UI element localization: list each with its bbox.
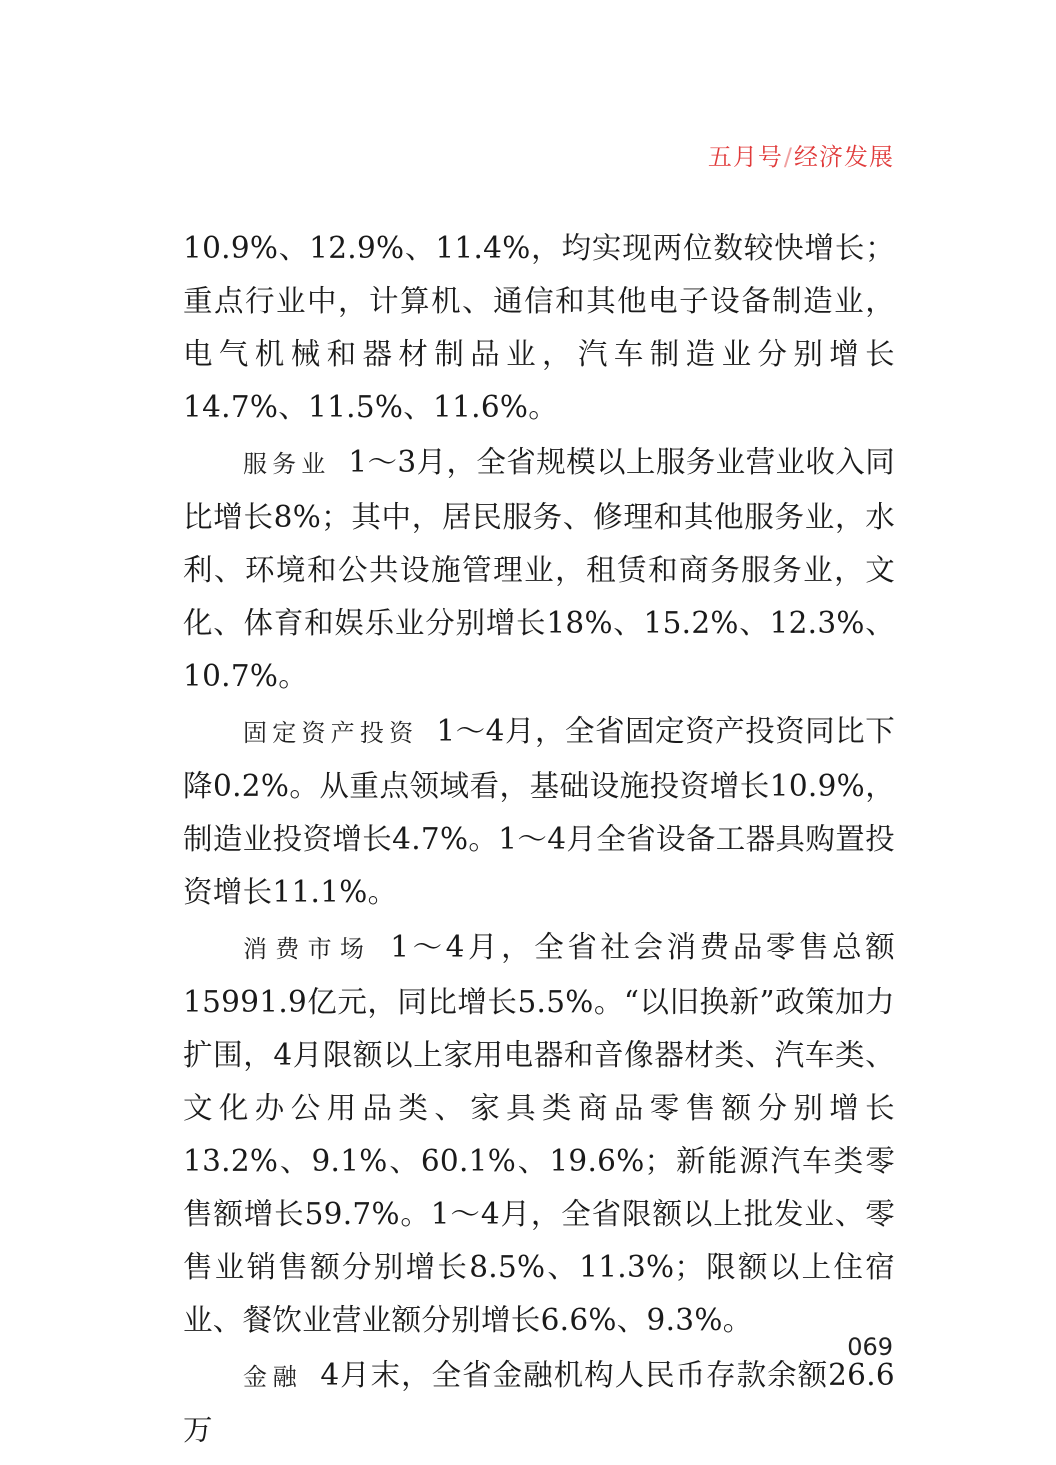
- page-number: 069: [847, 1333, 893, 1361]
- paragraph-text: 1～4月，全省固定资产投资同比下降0.2%。从重点领域看，基础设施投资增长10.9%，制造业投资增长4.7%。1～4月全省设备工器具购置投资增长11.1%。: [183, 714, 896, 909]
- section-label: 经济发展: [794, 143, 894, 171]
- paragraph-text: 1～3月，全省规模以上服务业营业收入同比增长8%；其中，居民服务、修理和其他服务业，水利、环境和公共设施管理业，租赁和商务服务业，文化、体育和娱乐业分别增长18%、15.2%、12.3%、10.7%。: [183, 445, 895, 693]
- paragraph-services: [183, 436, 895, 703]
- paragraph-text: 10.9%、12.9%、11.4%，均实现两位数较快增长；重点行业中，计算机、通信和其他电子设备制造业，电气机械和器材制品业，汽车制造业分别增长14.7%、11.5%、11.6%。: [183, 231, 895, 424]
- paragraph-fixed-asset-investment: [183, 705, 895, 919]
- running-header: [708, 137, 894, 172]
- paragraph-lead: 消费市场: [243, 935, 373, 963]
- paragraph-consumer-market: [183, 921, 895, 1347]
- paragraph-lead: 固定资产投资: [243, 719, 419, 747]
- paragraph-industry-continued: [183, 222, 895, 434]
- paragraph-finance: [183, 1349, 895, 1457]
- paragraph-lead: 服务业: [243, 450, 331, 478]
- paragraph-text: 4月末，全省金融机构人民币存款余额26.6万: [183, 1358, 895, 1447]
- issue-label: 五月号: [707, 143, 783, 171]
- body-text: [183, 222, 895, 1457]
- paragraph-lead: 金融: [243, 1363, 303, 1391]
- paragraph-text: 1～4月，全省社会消费品零售总额15991.9亿元，同比增长5.5%。“以旧换新”政策加力扩围，4月限额以上家用电器和音像器材类、汽车类、文化办公用品类、家具类商品零售额分别增长13.2%、9.1%、60.1%、19.6%；新能源汽车类零售额增长59.7%。1～4月，全省限额以上批发业、零售业销售额分别增长8.5%、11.3%；限额以上住宿业、餐饮业营业额分别增长6.6%、9.3%。: [183, 930, 896, 1337]
- header-separator: /: [783, 143, 793, 171]
